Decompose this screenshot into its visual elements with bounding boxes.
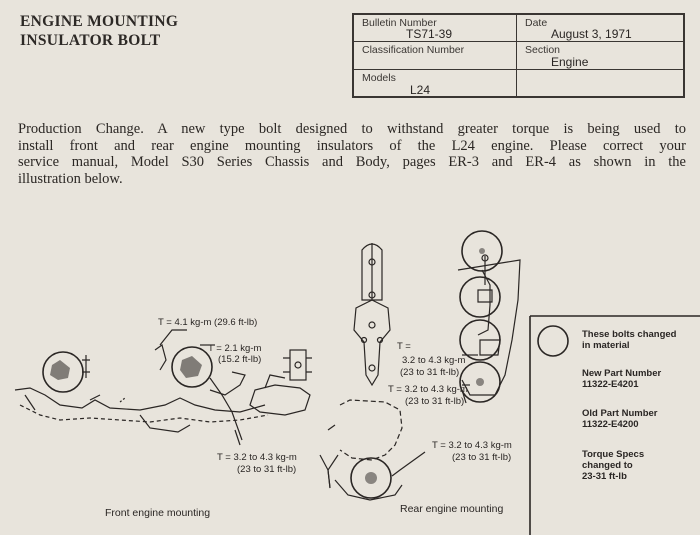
legend-box [530, 316, 700, 535]
new-part-number: 11322-E4201 [582, 379, 639, 390]
old-part-number: 11322-E4200 [582, 419, 639, 430]
models-value: L24 [410, 83, 431, 97]
models-label: Models [362, 72, 396, 84]
paragraph-line-2: install front and rear engine mounting insulators of the L24 engine. Please correct your [18, 137, 686, 154]
bulletin-title [20, 12, 178, 50]
front-torque-b-line1: T = 3.2 to 4.3 kg-m [217, 452, 297, 463]
rear-torque-a-line1: 3.2 to 4.3 kg-m [402, 355, 466, 366]
front-torque-a-line2: (15.2 ft-lb) [218, 354, 262, 365]
production-change-paragraph [18, 121, 686, 187]
legend-note-line2: in material [582, 340, 630, 351]
front-mount-drawing [15, 345, 312, 432]
legend-circle-icon [538, 326, 568, 356]
torque-specs-line1: Torque Specs [582, 449, 645, 460]
paragraph-line-4: illustration below. [18, 170, 123, 187]
models-cell [354, 70, 517, 98]
section-value: Engine [551, 55, 589, 69]
engine-mounting-illustration [0, 230, 700, 535]
date-label: Date [525, 17, 548, 29]
front-torque-main: T = 4.1 kg-m (29.6 ft-lb) [158, 317, 258, 328]
front-torque-a-line1: T = 2.1 kg-m [208, 343, 262, 354]
date-cell [517, 15, 685, 42]
torque-specs-line3: 23-31 ft-lb [582, 471, 627, 482]
rear-mount-caption: Rear engine mounting [400, 503, 504, 515]
classification-cell [354, 42, 517, 70]
front-torque-b-line2: (23 to 31 ft-lb) [237, 464, 297, 475]
torque-specs-line2: changed to [582, 460, 633, 471]
front-mount-caption: Front engine mounting [105, 507, 211, 519]
date-value: August 3, 1971 [551, 27, 632, 41]
rear-torque-b-line1: T = 3.2 to 4.3 kg-m [388, 384, 468, 395]
legend-note-line1: These bolts changed [582, 329, 677, 340]
bulletin-number-value: TS71-39 [406, 27, 453, 41]
rear-torque-a-line0: T = [397, 341, 411, 352]
rear-torque-b-line2: (23 to 31 ft-lb) [405, 396, 465, 407]
bulletin-number-label: Bulletin Number [362, 17, 437, 29]
old-part-label: Old Part Number [582, 408, 658, 419]
bulletin-info-table [352, 13, 685, 98]
paragraph-line-3: service manual, Model S30 Series Chassis and Body, pages ER-3 and ER-4 as shown in the [18, 154, 686, 170]
classification-label: Classification Number [362, 44, 465, 56]
paragraph-line-1: Production Change. A new type bolt designed to withstand greater torque is being used to [18, 121, 686, 137]
bulletin-number-cell [354, 15, 517, 42]
rear-torque-c-line2: (23 to 31 ft-lb) [452, 452, 512, 463]
title-line-2: INSULATOR BOLT [20, 32, 161, 49]
section-cell [517, 42, 685, 70]
section-label: Section [525, 44, 561, 56]
new-part-label: New Part Number [582, 368, 662, 379]
title-line-1: ENGINE MOUNTING [20, 13, 179, 30]
rear-torque-c-line1: T = 3.2 to 4.3 kg-m [432, 440, 512, 451]
rear-bolt-circle-2 [460, 277, 500, 317]
rear-torque-a-line2: (23 to 31 ft-lb) [400, 367, 460, 378]
